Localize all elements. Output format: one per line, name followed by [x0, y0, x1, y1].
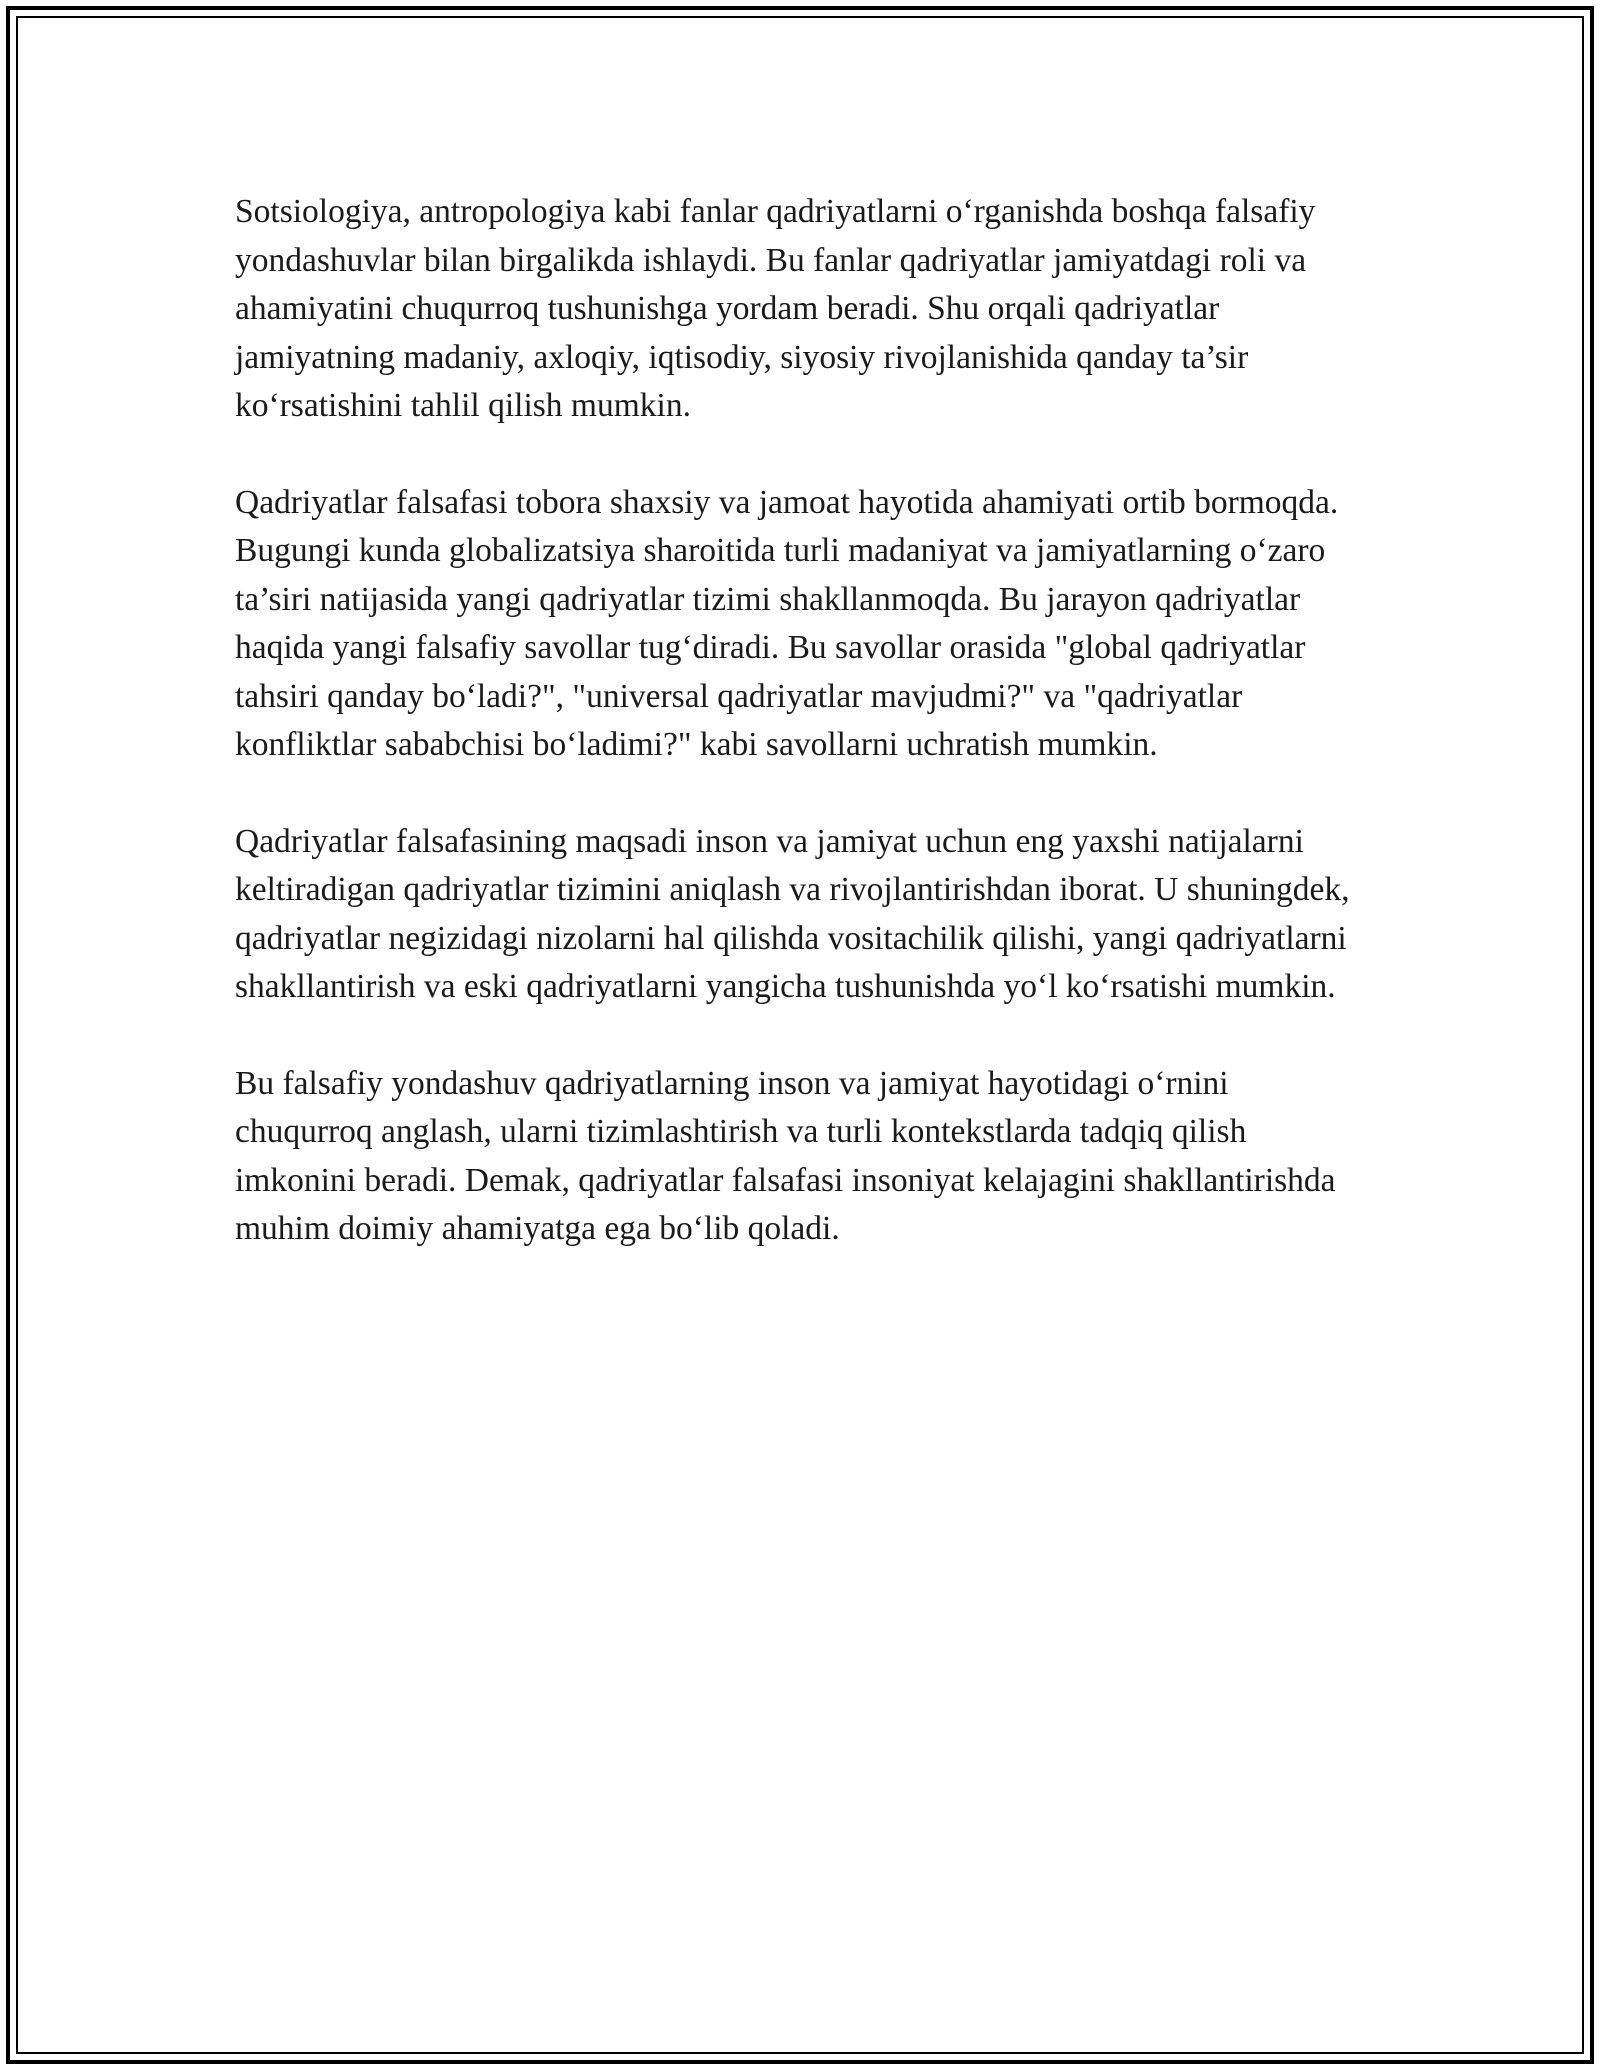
- paragraph: Qadriyatlar falsafasi tobora shaxsiy va jamoat hayotida ahamiyati ortib bormoqda. Bugungi kunda globalizatsiya sharoitida turli madaniyat va jamiyatlarning o‘zaro ta’siri natijasida yangi qadriyatlar tizimi shakllanmoqda. Bu jarayon qadriyatlar haqida yangi falsafiy savollar tug‘diradi. Bu savollar orasida "global qadriyatlar tahsiri qanday bo‘ladi?", "universal qadriyatlar mavjudmi?" va "qadriyatlar konfliktlar sababchisi bo‘ladimi?" kabi savollarni uchratish mumkin.: [235, 483, 1339, 763]
- paragraph: Qadriyatlar falsafasining maqsadi inson va jamiyat uchun eng yaxshi natijalarni keltiradigan qadriyatlar tizimini aniqlash va rivojlantirishdan iborat. U shuningdek, qadriyatlar negizidagi nizolarni hal qilishda vositachilik qilishi, yangi qadriyatlarni shakllantirish va eski qadriyatlarni yangicha tushunishda yo‘l ko‘rsatishi mumkin.: [235, 822, 1350, 1005]
- document-body: [235, 188, 1360, 1302]
- paragraph: Bu falsafiy yondashuv qadriyatlarning inson va jamiyat hayotidagi o‘rnini chuqurroq anglash, ularni tizimlashtirish va turli kontekstlarda tadqiq qilish imkonini beradi. Demak, qadriyatlar falsafasi insoniyat kelajagini shakllantirishda muhim doimiy ahamiyatga ega bo‘lib qoladi.: [235, 1064, 1336, 1247]
- paragraph: Sotsiologiya, antropologiya kabi fanlar qadriyatlarni o‘rganishda boshqa falsafiy yondashuvlar bilan birgalikda ishlaydi. Bu fanlar qadriyatlar jamiyatdagi roli va ahamiyatini chuqurroq tushunishga yordam beradi. Shu orqali qadriyatlar jamiyatning madaniy, axloqiy, iqtisodiy, siyosiy rivojlanishida qanday ta’sir ko‘rsatishini tahlil qilish mumkin.: [235, 193, 1316, 424]
